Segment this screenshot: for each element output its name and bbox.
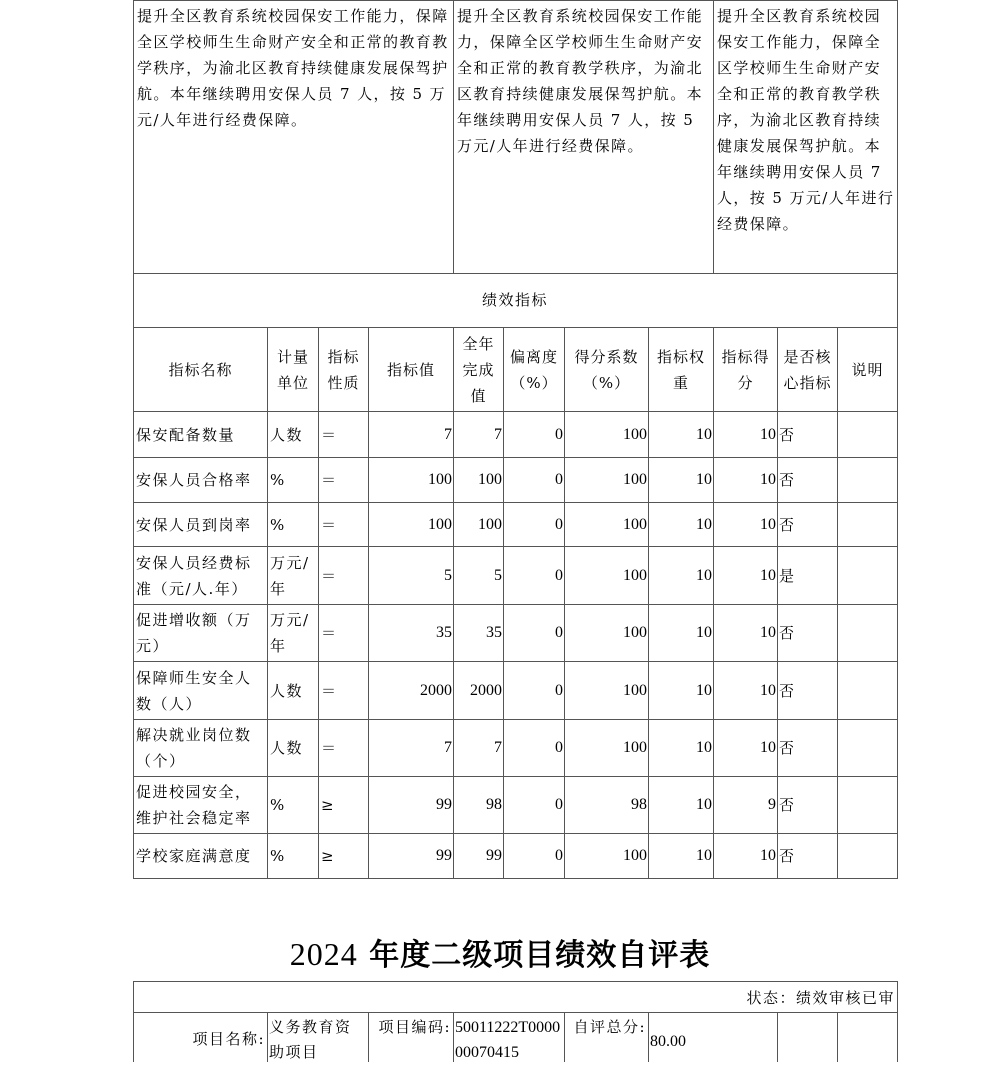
cell-nature: ＝	[321, 739, 338, 757]
cell-coef: 100	[623, 471, 647, 488]
table-border	[368, 1012, 369, 1062]
cell-note	[838, 605, 897, 661]
title-text: 年度二级项目绩效自评表	[369, 938, 711, 973]
cell-target: 5	[444, 566, 452, 584]
cell-name: 促进校园安全，维护社会稳定率	[136, 783, 252, 827]
column-header: 是否核心指标	[783, 347, 832, 392]
cell-deviation: 0	[555, 471, 563, 488]
cell-coef: 100	[623, 681, 647, 699]
cell-target: 100	[428, 471, 452, 488]
cell-note	[838, 458, 897, 502]
cell-unit: %	[270, 471, 286, 489]
cell-actual: 98	[486, 796, 502, 813]
cell-name: 安保人员到岗率	[136, 515, 252, 534]
cell-nature: ＝	[321, 515, 338, 534]
cell-weight: 10	[696, 425, 712, 443]
cell-target: 7	[444, 425, 452, 443]
cell-weight: 10	[696, 796, 712, 813]
cell-score: 10	[760, 681, 776, 699]
cell-core: 否	[779, 515, 796, 534]
cell-note	[838, 777, 897, 833]
project-description-cell: 提升全区教育系统校园保安工作能力，保障全区学校师生生命财产安全和正常的教育教学秩序，为渝北区教育持续健康发展保驾护航。本年继续聘用安保人员 7 人，按 5 万元/人年进行经费保障。	[137, 7, 449, 129]
cell-deviation: 0	[555, 566, 563, 584]
second-form-title	[0, 930, 1000, 974]
cell-score: 9	[768, 796, 776, 813]
table-border	[133, 878, 898, 879]
table-border	[133, 1012, 134, 1062]
table-border	[897, 327, 898, 879]
self-score-label: 自评总分:	[573, 1018, 646, 1036]
cell-score: 10	[760, 566, 776, 584]
cell-deviation: 0	[555, 739, 563, 756]
column-header: 偏离度（%）	[509, 347, 558, 392]
column-header: 指标性质	[327, 347, 360, 392]
cell-coef: 100	[623, 624, 647, 641]
cell-score: 10	[760, 471, 776, 488]
cell-unit: 人数	[270, 739, 304, 757]
cell-core: 否	[779, 796, 796, 814]
cell-target: 7	[444, 739, 452, 756]
cell-weight: 10	[696, 515, 712, 533]
cell-note	[838, 834, 897, 878]
cell-actual: 5	[494, 566, 502, 584]
cell-note	[838, 503, 897, 546]
cell-weight: 10	[696, 847, 712, 864]
cell-note	[838, 547, 897, 604]
table-border	[897, 1012, 898, 1062]
cell-core: 否	[779, 739, 796, 757]
column-header: 得分系数（%）	[574, 347, 639, 392]
column-header: 指标得分	[721, 347, 770, 392]
cell-weight: 10	[696, 471, 712, 488]
cell-nature: ＝	[321, 624, 338, 642]
cell-actual: 99	[486, 847, 502, 864]
cell-target: 99	[436, 847, 452, 864]
title-year: 2024	[289, 936, 358, 972]
project-name-label: 项目名称:	[192, 1029, 265, 1048]
cell-core: 否	[779, 847, 796, 865]
cell-nature: ＝	[321, 471, 338, 489]
cell-score: 10	[760, 739, 776, 756]
cell-name: 学校家庭满意度	[136, 847, 252, 865]
cell-weight: 10	[696, 624, 712, 641]
table-border	[453, 1012, 454, 1062]
project-name-value: 义务教育资助项目	[269, 1018, 352, 1061]
cell-name: 安保人员经费标准（元/人.年）	[136, 553, 252, 598]
cell-weight: 10	[696, 739, 712, 756]
cell-nature: ＝	[321, 681, 338, 700]
cell-actual: 2000	[470, 681, 502, 699]
column-header: 全年完成值	[462, 334, 495, 405]
cell-name: 解决就业岗位数（个）	[136, 726, 252, 770]
cell-unit: 万元/年	[270, 553, 310, 598]
cell-deviation: 0	[555, 681, 563, 699]
table-border	[897, 0, 898, 274]
cell-nature: ＝	[321, 566, 338, 585]
cell-core: 否	[779, 681, 796, 700]
table-border	[648, 1012, 649, 1062]
project-code-label: 项目编码:	[378, 1018, 451, 1036]
cell-deviation: 0	[555, 624, 563, 641]
project-code-value: 50011222T000000070415	[455, 1019, 561, 1061]
cell-nature: ≥	[321, 796, 336, 814]
cell-deviation: 0	[555, 515, 563, 533]
column-header: 指标名称	[168, 360, 233, 379]
cell-unit: %	[270, 796, 286, 814]
cell-deviation: 0	[555, 425, 563, 443]
cell-coef: 100	[623, 425, 647, 443]
cell-target: 99	[436, 796, 452, 813]
cell-unit: %	[270, 847, 286, 865]
cell-unit: 人数	[270, 681, 304, 700]
section-title-performance-indicators: 绩效指标	[481, 291, 548, 309]
cell-name: 安保人员合格率	[136, 471, 252, 489]
cell-actual: 7	[494, 425, 502, 443]
cell-weight: 10	[696, 681, 712, 699]
cell-coef: 100	[623, 515, 647, 533]
cell-score: 10	[760, 515, 776, 533]
cell-target: 35	[436, 624, 452, 641]
cell-actual: 100	[478, 471, 502, 488]
cell-note	[838, 720, 897, 776]
cell-core: 否	[779, 471, 796, 489]
self-score-value: 80.00	[650, 1032, 686, 1050]
project-description-cell: 提升全区教育系统校园保安工作能力，保障全区学校师生生命财产安全和正常的教育教学秩序，为渝北区教育持续健康发展保驾护航。本年继续聘用安保人员 7 人，按 5 万元/人年进行经费保障。	[717, 7, 895, 233]
cell-coef: 100	[623, 847, 647, 864]
cell-deviation: 0	[555, 796, 563, 813]
project-description-cell: 提升全区教育系统校园保安工作能力，保障全区学校师生生命财产安全和正常的教育教学秩序，为渝北区教育持续健康发展保驾护航。本年继续聘用安保人员 7 人，按 5 万元/人年进行经费保障。	[457, 7, 704, 155]
cell-core: 是	[779, 566, 796, 585]
cell-note	[838, 412, 897, 457]
cell-coef: 100	[623, 739, 647, 756]
cell-unit: 万元/年	[270, 611, 310, 655]
cell-score: 10	[760, 624, 776, 641]
cell-name: 保障师生安全人数（人）	[136, 668, 252, 713]
cell-unit: 人数	[270, 425, 304, 444]
table-border	[267, 1012, 268, 1062]
cell-core: 否	[779, 425, 796, 444]
table-border	[777, 1012, 778, 1062]
cell-score: 10	[760, 425, 776, 443]
cell-nature: ＝	[321, 425, 338, 444]
cell-deviation: 0	[555, 847, 563, 864]
cell-actual: 100	[478, 515, 502, 533]
cell-name: 保安配备数量	[136, 425, 236, 444]
cell-name: 促进增收额（万元）	[136, 611, 252, 655]
table-border	[897, 273, 898, 328]
cell-weight: 10	[696, 566, 712, 584]
table-border	[837, 1012, 838, 1062]
cell-score: 10	[760, 847, 776, 864]
status-text: 状态：绩效审核已审	[746, 988, 895, 1007]
cell-note	[838, 662, 897, 719]
cell-coef: 100	[623, 566, 647, 584]
cell-actual: 7	[494, 739, 502, 756]
cell-unit: %	[270, 515, 286, 534]
column-header: 指标权重	[656, 347, 705, 392]
cell-target: 100	[428, 515, 452, 533]
column-header: 计量单位	[276, 347, 309, 392]
column-header: 说明	[851, 360, 884, 379]
cell-target: 2000	[420, 681, 452, 699]
cell-nature: ≥	[321, 847, 336, 865]
cell-core: 否	[779, 624, 796, 642]
column-header: 指标值	[386, 360, 435, 379]
cell-coef: 98	[631, 796, 647, 813]
cell-actual: 35	[486, 624, 502, 641]
table-border	[564, 1012, 565, 1062]
